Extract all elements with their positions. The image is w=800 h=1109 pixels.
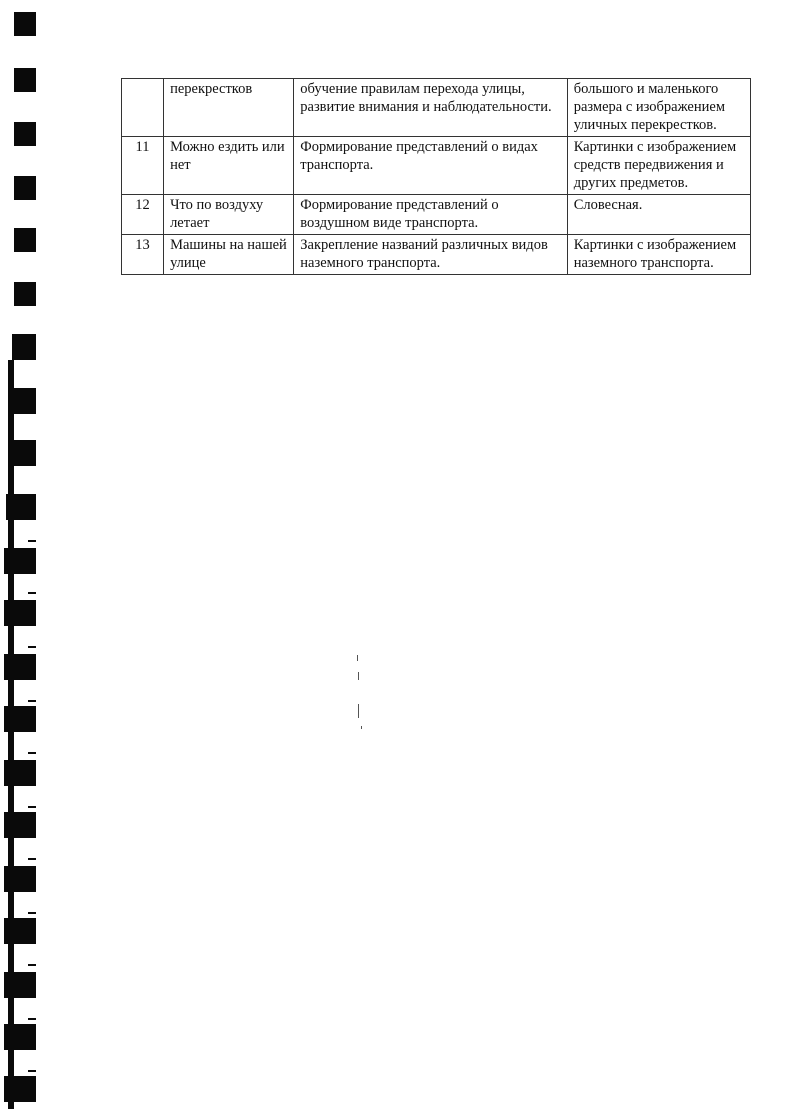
row-topic: Что по воздуху летает bbox=[164, 195, 294, 235]
row-topic: Машины на нашей улице bbox=[164, 235, 294, 275]
scan-speck bbox=[361, 726, 362, 729]
scan-speck bbox=[358, 704, 359, 718]
lesson-plan-table bbox=[121, 78, 751, 275]
binding-hole bbox=[14, 228, 36, 252]
binding-hole bbox=[14, 68, 36, 92]
row-topic: перекрестков bbox=[164, 79, 294, 137]
row-material: Словесная. bbox=[567, 195, 750, 235]
row-goal: Закрепление названий различных видов наземного транспорта. bbox=[294, 235, 567, 275]
binding-tick bbox=[28, 912, 36, 914]
binding-tick bbox=[28, 592, 36, 594]
binding-hole bbox=[14, 282, 36, 306]
binding-hole bbox=[14, 122, 36, 146]
binding-tick bbox=[28, 1070, 36, 1072]
row-material: Картинки с изображением средств передвижения и других предметов. bbox=[567, 137, 750, 195]
table-row bbox=[122, 195, 751, 235]
row-number bbox=[122, 79, 164, 137]
binding-tick bbox=[28, 806, 36, 808]
binding-tick bbox=[28, 700, 36, 702]
binding-tick bbox=[28, 964, 36, 966]
binding-spine bbox=[8, 360, 14, 1109]
binding-tick bbox=[28, 1018, 36, 1020]
binding-hole bbox=[12, 334, 36, 360]
row-number: 12 bbox=[122, 195, 164, 235]
binding-hole bbox=[14, 176, 36, 200]
table-row bbox=[122, 235, 751, 275]
table-row bbox=[122, 137, 751, 195]
binding-tick bbox=[28, 858, 36, 860]
scan-speck bbox=[357, 655, 358, 661]
binding-tick bbox=[28, 540, 36, 542]
binding-tick bbox=[28, 646, 36, 648]
binding-tick bbox=[28, 752, 36, 754]
row-number: 11 bbox=[122, 137, 164, 195]
row-number: 13 bbox=[122, 235, 164, 275]
row-material: большого и маленького размера с изображением уличных перекрестков. bbox=[567, 79, 750, 137]
row-material: Картинки с изображением наземного транспорта. bbox=[567, 235, 750, 275]
table-row bbox=[122, 79, 751, 137]
row-goal: обучение правилам перехода улицы, развитие внимания и наблюдательности. bbox=[294, 79, 567, 137]
row-goal: Формирование представлений о воздушном виде транспорта. bbox=[294, 195, 567, 235]
binding-hole bbox=[14, 12, 36, 36]
row-topic: Можно ездить или нет bbox=[164, 137, 294, 195]
scan-speck bbox=[358, 672, 359, 680]
spiral-binding bbox=[0, 0, 40, 1109]
row-goal: Формирование представлений о видах транспорта. bbox=[294, 137, 567, 195]
